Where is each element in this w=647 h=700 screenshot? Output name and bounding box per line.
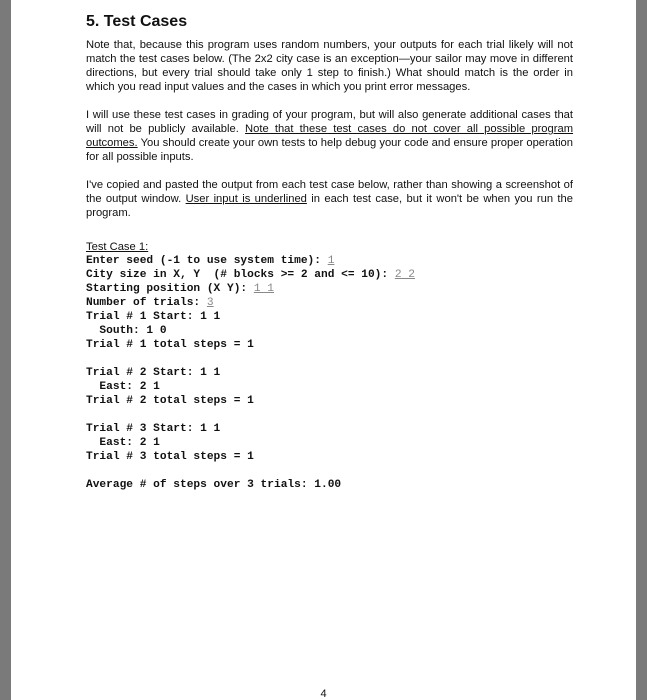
paragraph-intro: Note that, because this program uses random numbers, your outputs for each trial likely will not match the test cases below. (The 2x2 city case is an exception—your sailor may move in different directions, but every trial should take only 1 step to finish.) What should match is the order in which you read input values and the cases in which you print error messages. [86, 39, 573, 93]
start-prompt: Starting position (X Y): [86, 283, 254, 295]
paragraph-output-underlined: User input is underlined [185, 193, 307, 205]
trials-prompt: Number of trials: [86, 297, 207, 309]
paragraph-output-text-b: in each test case, but it won't be when you run the program. [86, 193, 573, 219]
paragraph-output-text-a: I've copied and pasted the output from each test case below, rather than showing a screenshot of the output window. [86, 179, 573, 205]
trial-3-move: East: 2 1 [86, 437, 160, 449]
test-case-block [86, 240, 573, 492]
trials-input: 3 [206, 297, 214, 309]
seed-prompt: Enter seed (-1 to use system time): [86, 255, 328, 267]
console-line-city [86, 268, 573, 282]
trial-1-move: South: 1 0 [86, 325, 167, 337]
page-number: 4 [320, 688, 327, 700]
trial-2-start: Trial # 2 Start: 1 1 [86, 367, 221, 379]
page-content [86, 12, 573, 492]
document-page [11, 0, 636, 700]
city-input: 2 2 [394, 269, 415, 281]
average-steps: Average # of steps over 3 trials: 1.00 [86, 479, 342, 491]
trial-1-start: Trial # 1 Start: 1 1 [86, 311, 221, 323]
console-line-seed [86, 254, 573, 268]
blank-line [86, 352, 573, 366]
city-prompt: City size in X, Y (# blocks >= 2 and <= 10): [86, 269, 395, 281]
paragraph-grading-text-a: I will use these test cases in grading of your program, but will also generate additional cases that will not be publicly available. [86, 109, 573, 135]
seed-input: 1 [327, 255, 335, 267]
paragraph-grading [86, 108, 573, 164]
start-input: 1 1 [253, 283, 274, 295]
paragraph-output-note [86, 178, 573, 220]
console-line-start [86, 282, 573, 296]
blank-line [86, 464, 573, 478]
paragraph-grading-underlined: Note that these test cases do not cover all possible program outcomes. [86, 123, 574, 149]
section-title: 5. Test Cases [86, 13, 188, 30]
trial-2-move: East: 2 1 [86, 381, 160, 393]
blank-line [86, 408, 573, 422]
trial-3-total: Trial # 3 total steps = 1 [86, 451, 254, 463]
console-line-trials [86, 296, 573, 310]
trial-1-total: Trial # 1 total steps = 1 [86, 339, 254, 351]
test-case-title: Test Case 1: [86, 241, 149, 253]
paragraph-grading-text-b: You should create your own tests to help debug your code and ensure proper operation for all possible inputs. [86, 137, 573, 163]
trial-2-total: Trial # 2 total steps = 1 [86, 395, 254, 407]
trial-3-start: Trial # 3 Start: 1 1 [86, 423, 221, 435]
